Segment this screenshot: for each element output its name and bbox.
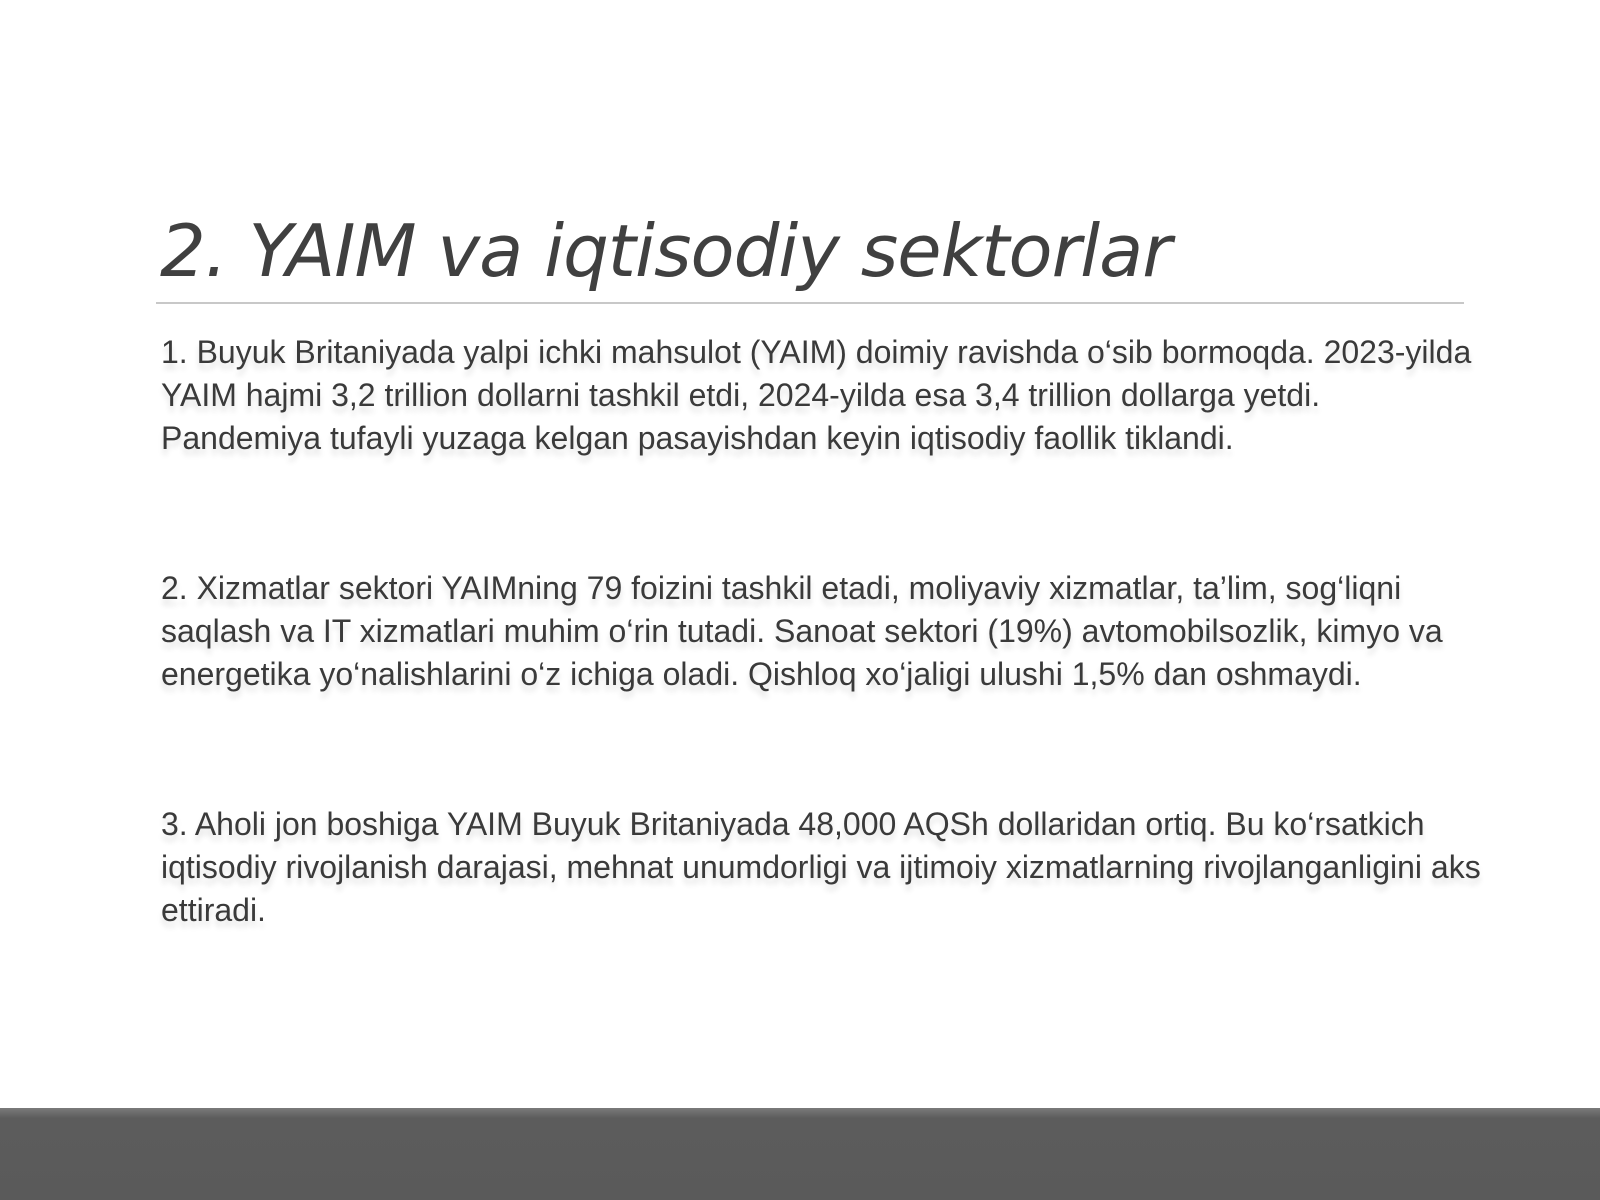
paragraph-gdp-growth: 1. Buyuk Britaniyada yalpi ichki mahsulot (YAIM) doimiy ravishda o‘sib bormoqda. 2023-yilda YAIM hajmi 3,2 trillion dollarni tashkil etdi, 2024-yilda esa 3,4 trillion dollarga yetdi. Pandemiya tufayli yuzaga kelgan pasayishdan keyin iqtisodiy faollik tiklandi. — [161, 334, 1472, 456]
slide-body — [161, 331, 1481, 932]
slide-title: 2. YAIM va iqtisodiy sektorlar — [160, 209, 1171, 293]
title-divider — [156, 302, 1464, 304]
footer-bar — [0, 1108, 1600, 1200]
paragraph-sectors: 2. Xizmatlar sektori YAIMning 79 foizini tashkil etadi, moliyaviy xizmatlar, ta’lim, sog‘liqni saqlash va IT xizmatlari muhim o‘rin tutadi. Sanoat sektori (19%) avtomobilsozlik, kimyo va energetika yo‘nalishlarini o‘z ichiga oladi. Qishloq xo‘jaligi ulushi 1,5% dan oshmaydi. — [161, 570, 1443, 692]
paragraph-gdp-per-capita: 3. Aholi jon boshiga YAIM Buyuk Britaniyada 48,000 AQSh dollaridan ortiq. Bu ko‘rsatkich iqtisodiy rivojlanish darajasi, mehnat unumdorligi va ijtimoiy xizmatlarning rivojlanganligini aks ettiradi. — [161, 806, 1481, 928]
